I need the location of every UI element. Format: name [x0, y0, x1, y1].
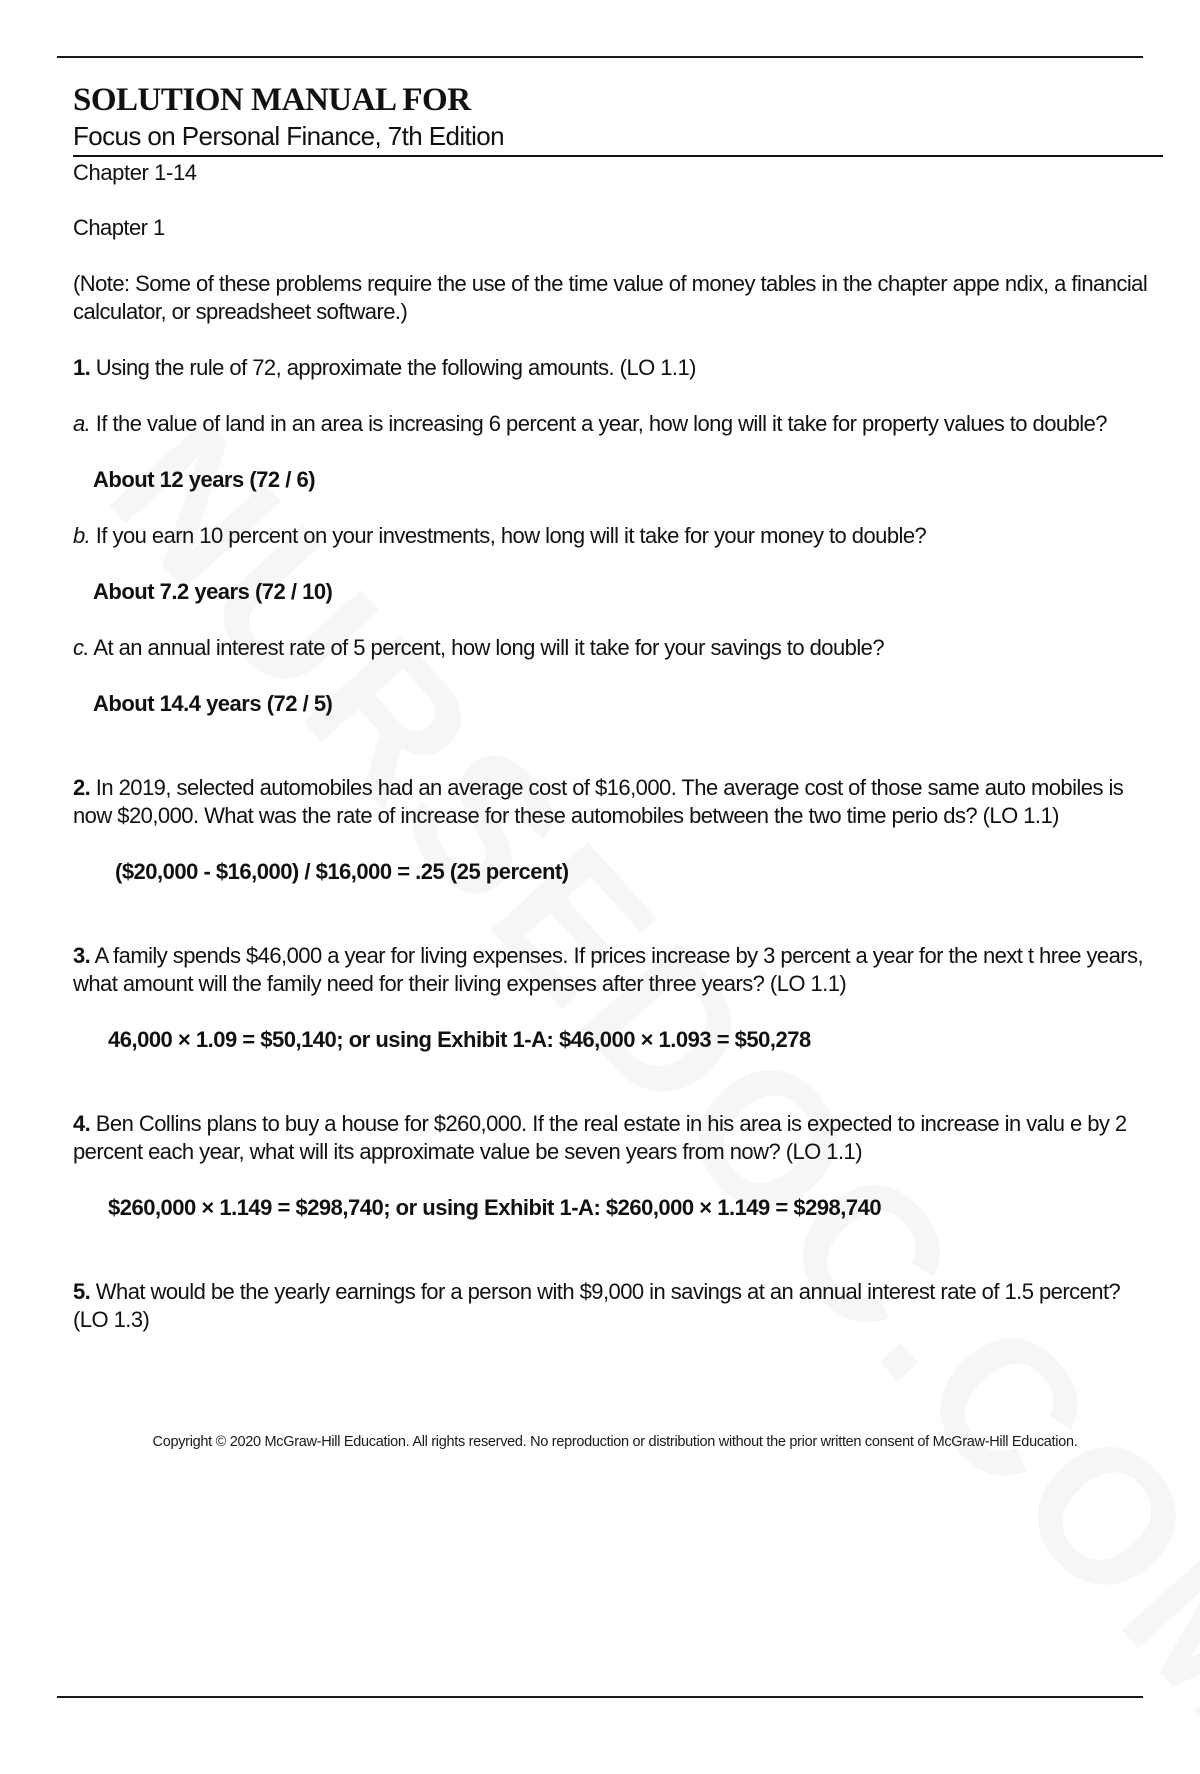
answer-4: $260,000 × 1.149 = $298,740; or using Exhibit 1-A: $260,000 × 1.149 = $298,740 [108, 1195, 882, 1220]
question-number: 2. [73, 775, 91, 800]
answer-3: 46,000 × 1.09 = $50,140; or using Exhibit 1-A: $46,000 × 1.093 = $50,278 [108, 1027, 811, 1052]
sub-text: If you earn 10 percent on your investments, how long will it take for your money to double? [90, 523, 927, 548]
question-number: 5. [73, 1279, 91, 1304]
question-4 [73, 1110, 1158, 1166]
document-header [73, 80, 1163, 188]
question-2 [73, 774, 1158, 830]
question-number: 1. [73, 355, 91, 380]
question-1a [73, 410, 1158, 438]
answer-1b: About 7.2 years (72 / 10) [93, 579, 333, 604]
question-5 [73, 1278, 1158, 1334]
question-number: 4. [73, 1111, 91, 1136]
question-text: Ben Collins plans to buy a house for $260,000. If the real estate in his area is expected to increase in valu e by 2 percent each year, what will its approximate value be seven years from now? (LO 1.1) [73, 1111, 1127, 1164]
chapter-heading: Chapter 1 [73, 215, 165, 240]
answer-2: ($20,000 - $16,000) / $16,000 = .25 (25 percent) [115, 859, 569, 884]
sub-letter: c. [73, 635, 90, 660]
question-3 [73, 942, 1158, 998]
document-body [73, 214, 1158, 1362]
answer-1a: About 12 years (72 / 6) [93, 467, 316, 492]
question-text: What would be the yearly earnings for a person with $9,000 in savings at an annual interest rate of 1.5 percent? (LO 1.3) [73, 1279, 1121, 1332]
sub-letter: b. [73, 523, 91, 548]
chapter-range: Chapter 1-14 [73, 160, 197, 185]
book-title: Focus on Personal Finance, 7th Edition [73, 120, 1163, 157]
question-text: In 2019, selected automobiles had an average cost of $16,000. The average cost of those same auto mobiles is now $20,000. What was the rate of increase for these automobiles between the two time perio ds? (LO 1.1) [73, 775, 1124, 828]
sub-text: At an annual interest rate of 5 percent, how long will it take for your savings to double? [89, 635, 885, 660]
question-text: A family spends $46,000 a year for living expenses. If prices increase by 3 percent a year for the next t hree years, what amount will the family need for their living expenses after three years? (LO 1.1) [73, 943, 1144, 996]
question-number: 3. [73, 943, 91, 968]
question-1c [73, 634, 1158, 662]
question-1b [73, 522, 1158, 550]
answer-1c: About 14.4 years (72 / 5) [93, 691, 333, 716]
bottom-rule [57, 1696, 1143, 1698]
question-text: Using the rule of 72, approximate the following amounts. (LO 1.1) [90, 355, 696, 380]
sub-letter: a. [73, 411, 91, 436]
note-paragraph: (Note: Some of these problems require the use of the time value of money tables in the chapter appe ndix, a financial calculator, or spreadsheet software.) [73, 271, 1148, 324]
sub-text: If the value of land in an area is increasing 6 percent a year, how long will it take for property values to double? [90, 411, 1107, 436]
question-1 [73, 354, 1158, 382]
manual-title: SOLUTION MANUAL FOR [73, 82, 471, 118]
top-rule [57, 56, 1143, 58]
copyright-notice: Copyright © 2020 McGraw-Hill Education. All rights reserved. No reproduction or distribution without the prior written consent of McGraw-Hill Education. [152, 1434, 1078, 1450]
